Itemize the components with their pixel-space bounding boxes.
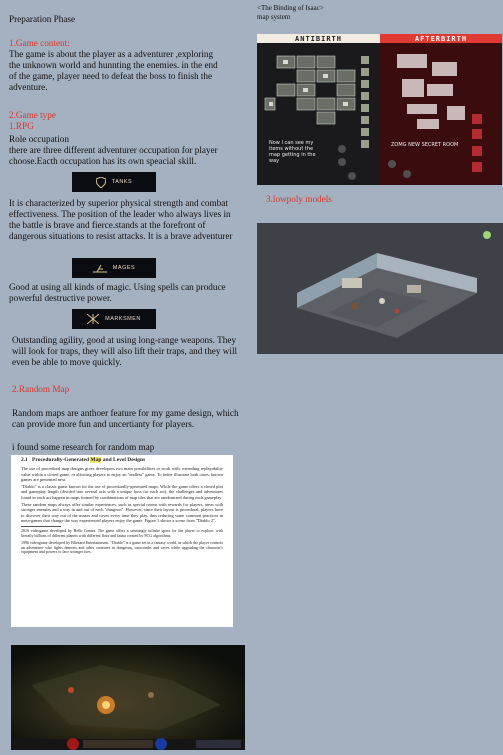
section-game-type-heading: 2.Game type: [9, 110, 56, 120]
antibirth-quote: Now I can see my items without the map getting in the way: [269, 140, 316, 164]
isaac-map-comparison-image: [257, 34, 502, 185]
research-paper-excerpt: [11, 455, 233, 627]
mages-banner: [72, 258, 156, 278]
tanks-description: It is characterized by superior physical strength and combat effectiveness. The position of the leader who always lives in the battle is brave and fierce.stands at the forefront of dangerous situations to resist attacks. It is a brave adventurer: [9, 198, 233, 241]
mages-description: Good at using all kinds of magic. Using spells can produce powerful destructive power.: [9, 282, 226, 303]
tanks-banner: [72, 172, 156, 192]
marksmen-banner: [72, 309, 156, 329]
section-game-content-heading: 1.Game content:: [9, 38, 70, 48]
paper-paragraph-2: "Diablo" is a classic game known for the use of procedurally-generated maps. While the game offers a closed plot and gameplay length (divided into several acts with a unique boss for each act), the challenges and adventures found in each act happen in maps formed by combinations of map tiles that are randomized during each gameplay.: [21, 484, 223, 500]
isaac-caption-subtitle: map system: [257, 13, 291, 21]
tanks-label: TANKS: [111, 179, 133, 185]
section-rpg-subheading: 1.RPG: [9, 121, 34, 131]
section-game-content-body: The game is about the player as a adventurer ,exploring the unknown world and hunnting the enemies. in the end of the game, player need to defeat the boss to finish the adventure.: [9, 49, 218, 92]
paper-footnote-1: 2016 videogame developed by Hello Games. The game offers a seemingly infinite space for the player to explore, with literally billions of different planets with different flora and fauna created by PCG algorithms.: [21, 528, 223, 539]
crossbow-icon: [87, 314, 99, 324]
mages-label: MAGES: [112, 265, 136, 271]
shield-icon: [96, 177, 106, 188]
role-intro: Role occupation there are three different adventurer occupation for player choose.Eacth occupation has its own speacial skill.: [9, 134, 218, 166]
afterbirth-quote: ZOMG NEW SECRET ROOM: [391, 142, 459, 148]
marksmen-description: Outstanding agility, good at using long-range weapons. They will look for traps, they will also lift their traps, and they will even be able to move quickly.: [12, 335, 238, 367]
afterbirth-label: AFTERBIRTH: [414, 34, 468, 43]
paper-heading: 2.1 Procedurally-Generated Map and Level Designs: [21, 457, 146, 463]
paper-paragraph-3: These random maps always offer similar experiences, such as special rooms with rewards for players, areas with stronger enemies and a way in and out of each "dungeon". However, since their layout is procedural, players have to discover their way out of the mazes and caves every time they play, thus reducing some common practices in meta-games that change the way experienced players enjoy the game. Figure 1 shows a scene from "Diablo 2".: [21, 502, 223, 523]
diablo-screenshot: [11, 645, 245, 750]
paper-footnote-2: 1996 videogame developed by Blizzard Entertainment. "Diablo" is a game set in a fantasy world, in which the player controls an adventurer who fights demons and other creatures in dungeons, catacombs and caves while upgrading the character's equipment and powers to face stronger foes.: [21, 539, 223, 555]
research-intro: i found some research for random map: [12, 442, 155, 452]
isaac-caption-title: <The Binding of Isaac>: [257, 4, 324, 12]
lowpoly-model-image: [257, 223, 503, 354]
marksmen-label: MARKSMEN: [105, 316, 141, 322]
paper-paragraph-1: The use of procedural map designs gives developers two main possibilities to work with: extending replayability value within a closed game, or allowing players to enjoy an "endless" game. To better illustrate both cases, known games are presented next.: [21, 466, 223, 482]
random-map-body: Random maps are anthoer feature for my game design, which can provide more fun and uncertianty for players.: [12, 408, 239, 429]
antibirth-label: ANTIBIRTH: [295, 34, 342, 43]
section-lowpoly-heading: 3.lowpoly models: [266, 194, 332, 204]
wand-icon: [93, 264, 107, 273]
page-title: Preparation Phase: [9, 14, 76, 24]
section-random-map-heading: 2.Random Map: [12, 384, 70, 394]
